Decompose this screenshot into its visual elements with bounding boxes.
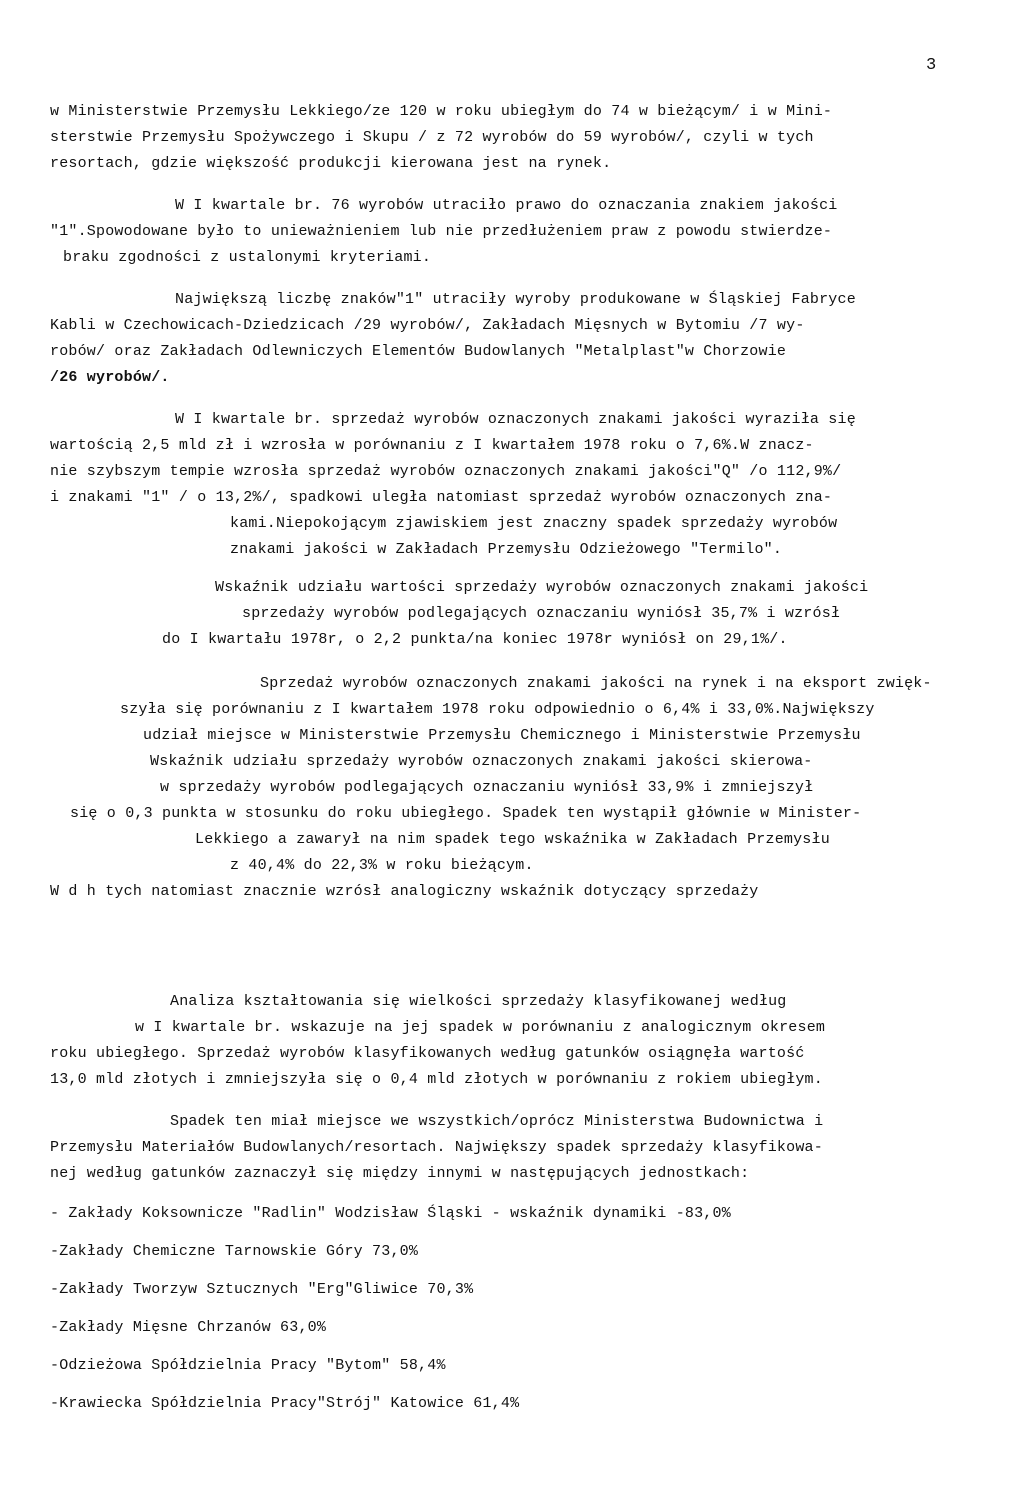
text-line: udział miejsce w Ministerstwie Przemysłu Chemicznego i Ministerstwie Przemysłu (143, 727, 861, 744)
list-item: -Zakłady Mięsne Chrzanów 63,0% (50, 1319, 327, 1336)
text-line: Przemysłu Materiałów Budowlanych/resortach. Największy spadek sprzedaży klasyfikowa- (50, 1139, 823, 1156)
text-line: Sprzedaż wyrobów oznaczonych znakami jakości na rynek i na eksport zwięk- (260, 675, 932, 692)
text-line: W I kwartale br. 76 wyrobów utraciło prawo do oznaczania znakiem jakości (175, 197, 838, 214)
text-line: 13,0 mld złotych i zmniejszyła się o 0,4 mld złotych w porównaniu z rokiem ubiegłym. (50, 1071, 823, 1088)
text-line: Wskaźnik udziału sprzedaży wyrobów oznaczonych znakami jakości skierowa- (150, 753, 813, 770)
list-item: -Zakłady Tworzyw Sztucznych "Erg"Gliwice 70,3% (50, 1281, 474, 1298)
text-line: szyła się porównaniu z I kwartałem 1978 roku odpowiednio o 6,4% i 33,0%.Największy (120, 701, 875, 718)
list-item: - Zakłady Koksownicze "Radlin" Wodzisław Śląski - wskaźnik dynamiki -83,0% (50, 1205, 731, 1222)
text-line: Lekkiego a zawarył na nim spadek tego wskaźnika w Zakładach Przemysłu (195, 831, 830, 848)
text-line: sprzedaży wyrobów podlegających oznaczaniu wyniósł 35,7% i wzrósł (242, 605, 841, 622)
text-line: Kabli w Czechowicach-Dziedzicach /29 wyrobów/, Zakładach Mięsnych w Bytomiu /7 wy- (50, 317, 805, 334)
text-line: nie szybszym tempie wzrosła sprzedaż wyrobów oznaczonych znakami jakości"Q" /o 112,9%/ (50, 463, 842, 480)
text-line: z 40,4% do 22,3% w roku bieżącym. (230, 857, 534, 874)
text-line: nej według gatunków zaznaczył się między innymi w następujących jednostkach: (50, 1165, 750, 1182)
text-line: Największą liczbę znaków"1" utraciły wyroby produkowane w Śląskiej Fabryce (175, 291, 856, 308)
text-line: W d h tych natomiast znacznie wzrósł analogiczny wskaźnik dotyczący sprzedaży (50, 883, 759, 900)
list-item: -Odzieżowa Spółdzielnia Pracy "Bytom" 58,4% (50, 1357, 446, 1374)
text-line: kami.Niepokojącym zjawiskiem jest znaczny spadek sprzedaży wyrobów (230, 515, 838, 532)
text-line: znakami jakości w Zakładach Przemysłu Odzieżowego "Termilo". (230, 541, 783, 558)
text-line: resortach, gdzie większość produkcji kierowana jest na rynek. (50, 155, 612, 172)
text-line: się o 0,3 punkta w stosunku do roku ubiegłego. Spadek ten wystąpił głównie w Minister- (70, 805, 862, 822)
list-item: -Zakłady Chemiczne Tarnowskie Góry 73,0% (50, 1243, 419, 1260)
text-line: Analiza kształtowania się wielkości sprzedaży klasyfikowanej według (170, 993, 787, 1010)
text-line: Wskaźnik udziału wartości sprzedaży wyrobów oznaczonych znakami jakości (215, 579, 869, 596)
text-line: /26 wyrobów/. (50, 369, 170, 386)
text-line: sterstwie Przemysłu Spożywczego i Skupu / z 72 wyrobów do 59 wyrobów/, czyli w tych (50, 129, 814, 146)
text-line: robów/ oraz Zakładach Odlewniczych Elementów Budowlanych "Metalplast"w Chorzowie (50, 343, 787, 360)
text-line: "1".Spowodowane było to unieważnieniem lub nie przedłużeniem praw z powodu stwierdze- (50, 223, 833, 240)
text-line: w sprzedaży wyrobów podlegających oznaczaniu wyniósł 33,9% i zmniejszył (160, 779, 814, 796)
text-line: roku ubiegłego. Sprzedaż wyrobów klasyfikowanych według gatunków osiągnęła wartość (50, 1045, 805, 1062)
text-line: W I kwartale br. sprzedaż wyrobów oznaczonych znakami jakości wyraziła się (175, 411, 856, 428)
text-line: do I kwartału 1978r, o 2,2 punkta/na koniec 1978r wyniósł on 29,1%/. (162, 631, 788, 648)
list-item: -Krawiecka Spółdzielnia Pracy"Strój" Katowice 61,4% (50, 1395, 520, 1412)
text-line: w Ministerstwie Przemysłu Lekkiego/ze 120 w roku ubiegłym do 74 w bieżącym/ i w Mini- (50, 103, 833, 120)
page-number: 3 (926, 56, 937, 75)
text-line: Spadek ten miał miejsce we wszystkich/oprócz Ministerstwa Budownictwa i (170, 1113, 824, 1130)
text-line: i znakami "1" / o 13,2%/, spadkowi uległa natomiast sprzedaż wyrobów oznaczonych zna- (50, 489, 833, 506)
text-line: w I kwartale br. wskazuje na jej spadek w porównaniu z analogicznym okresem (135, 1019, 826, 1036)
text-line: wartością 2,5 mld zł i wzrosła w porównaniu z I kwartałem 1978 roku o 7,6%.W znacz- (50, 437, 814, 454)
text-line: braku zgodności z ustalonymi kryteriami. (63, 249, 432, 266)
